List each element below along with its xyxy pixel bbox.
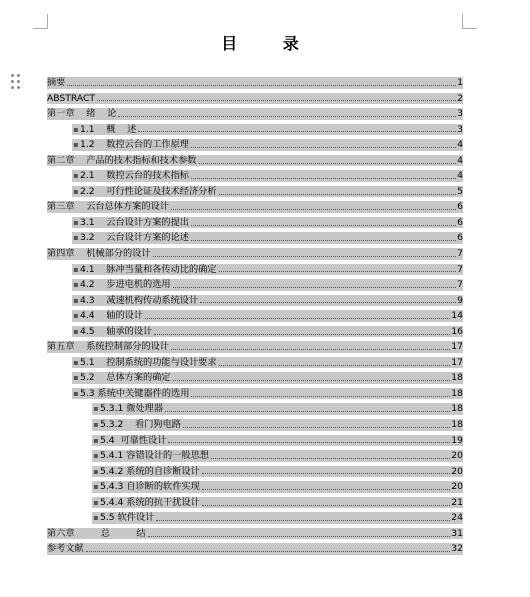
toc-entry-line — [72, 386, 463, 402]
toc-entry[interactable] — [47, 168, 463, 184]
toc-entry-label: 第三章 云台总体方案的设计 — [47, 201, 169, 213]
dot-leader — [191, 395, 450, 397]
toc-entry-label: 4.2 步进电机的选用 — [80, 279, 171, 291]
toc-entry-page-number: 18 — [451, 403, 463, 415]
dot-leader — [118, 115, 456, 117]
toc-entry-line — [72, 293, 463, 309]
toc-entry-page-number: 6 — [457, 201, 463, 213]
toc-entry-label: 3.1 云台设计方案的提出 — [80, 216, 189, 228]
toc-entry-label: 1.1 概 述 — [80, 123, 137, 135]
paragraph-mark-icon: ▪ — [93, 466, 99, 476]
toc-entry-label: 5.3 系统中关键器件的选用 — [80, 387, 190, 399]
dot-leader — [219, 364, 451, 366]
toc-entry-page-number: 24 — [451, 512, 463, 524]
toc-entry-page-number: 19 — [451, 434, 463, 446]
toc-entry-page-number: 2 — [457, 92, 463, 104]
paragraph-mark-icon: ▪ — [73, 326, 79, 336]
toc-entry-label: 摘要 — [47, 77, 66, 88]
paragraph-mark-icon: ▪ — [93, 497, 99, 507]
toc-entry[interactable] — [47, 464, 463, 480]
toc-entry[interactable] — [47, 495, 463, 511]
dot-leader — [154, 333, 450, 335]
paragraph-mark-icon: ▪ — [93, 451, 99, 461]
dot-leader — [183, 426, 450, 428]
toc-entry-line — [47, 339, 463, 355]
toc-entry-label: 5.3.2 看门狗电路 — [100, 419, 181, 431]
toc-entry-page-number: 7 — [457, 248, 463, 260]
dot-leader — [171, 348, 450, 350]
dot-leader — [171, 208, 456, 210]
toc-entry-line — [47, 91, 463, 107]
toc-entry-page-number: 6 — [457, 232, 463, 244]
toc-entry-page-number: 21 — [451, 496, 463, 508]
toc-entry[interactable] — [47, 339, 463, 355]
dot-leader — [168, 441, 450, 443]
dot-leader — [191, 177, 456, 179]
toc-entry-line — [92, 479, 463, 495]
toc-entry[interactable] — [47, 433, 463, 449]
toc-entry-label: 3.2 云台设计方案的论述 — [80, 232, 189, 244]
paragraph-mark-icon: ▪ — [73, 217, 79, 227]
paragraph-mark-icon: ▪ — [73, 171, 79, 181]
toc-entry-line — [92, 417, 463, 433]
paragraph-mark-icon: ▪ — [93, 420, 99, 430]
toc-entry[interactable] — [47, 324, 463, 340]
paragraph-mark-icon: ▪ — [93, 482, 99, 492]
toc-entry[interactable] — [47, 277, 463, 293]
crop-mark-top-left — [33, 14, 48, 29]
toc-entry-label: 5.5 软件设计 — [100, 512, 155, 524]
toc-entry-page-number: 4 — [457, 154, 463, 166]
toc-entry[interactable] — [47, 448, 463, 464]
toc-entry-line — [92, 464, 463, 480]
toc-entry-page-number: 7 — [457, 279, 463, 291]
dot-leader — [86, 550, 451, 552]
toc-entry-line — [47, 199, 463, 215]
toc-entry-page-number: 1 — [457, 77, 463, 88]
toc-entry-page-number: 4 — [457, 139, 463, 151]
dot-leader — [165, 410, 450, 412]
toc-entry-line — [92, 495, 463, 511]
dot-leader — [219, 270, 456, 272]
paragraph-mark-icon: ▪ — [73, 280, 79, 290]
dot-leader — [67, 84, 456, 86]
toc-entry[interactable] — [47, 122, 463, 138]
toc-entry-label: ABSTRACT — [47, 92, 96, 104]
toc-entry-line — [72, 355, 463, 371]
toc-entry-label: 第一章 绪 论 — [47, 108, 117, 120]
toc-entry[interactable] — [47, 417, 463, 433]
dot-leader — [191, 146, 456, 148]
toc-entry-line — [72, 308, 463, 324]
toc-entry-line — [72, 277, 463, 293]
toc-entry-label: 第六章 总 结 — [47, 527, 146, 539]
toc-entry-page-number: 6 — [457, 216, 463, 228]
dot-leader — [191, 224, 456, 226]
toc-entry-line — [47, 541, 463, 557]
toc-entry-page-number: 18 — [451, 387, 463, 399]
table-of-contents — [47, 75, 463, 557]
toc-entry-line — [92, 448, 463, 464]
toc-entry-label: 1.2 数控云台的工作原理 — [80, 139, 189, 151]
toc-entry-page-number: 31 — [451, 527, 463, 539]
toc-entry-label: 5.4.4 系统的抗干扰设计 — [100, 496, 200, 508]
toc-entry-line — [72, 324, 463, 340]
toc-entry-label: 5.4.3 自诊断的软件实现 — [100, 481, 200, 493]
dot-leader — [145, 317, 450, 319]
toc-entry-label: 第五章 系统控制部分的设计 — [47, 341, 169, 353]
paragraph-mark-icon: ▪ — [73, 388, 79, 398]
crop-mark-top-right — [462, 14, 477, 29]
paragraph-mark-icon: ▪ — [73, 311, 79, 321]
toc-entry[interactable] — [47, 526, 463, 542]
toc-entry-line — [72, 215, 463, 231]
toc-entry[interactable] — [47, 479, 463, 495]
toc-entry-page-number: 17 — [451, 356, 463, 368]
toc-entry-label: 第二章 产品的技术指标和技术参数 — [47, 154, 197, 166]
paragraph-mark-icon: ▪ — [73, 233, 79, 243]
dot-leader — [199, 162, 457, 164]
toc-entry[interactable] — [47, 262, 463, 278]
toc-entry-page-number: 4 — [457, 170, 463, 182]
toc-entry-page-number: 9 — [457, 294, 463, 306]
toc-entry[interactable] — [47, 106, 463, 122]
toc-entry-label: 5.2 总体方案的确定 — [80, 372, 171, 384]
dot-leader — [202, 504, 450, 506]
dot-leader — [153, 255, 456, 257]
toc-entry[interactable] — [47, 355, 463, 371]
dot-leader — [202, 472, 450, 474]
toc-entry[interactable] — [47, 199, 463, 215]
dot-leader — [211, 457, 450, 459]
toc-entry-label: 第四章 机械部分的设计 — [47, 248, 151, 260]
toc-entry-label: 4.3 减速机构传动系统设计 — [80, 294, 199, 306]
toc-entry-label: 5.3.1 微处理器 — [100, 403, 164, 415]
paragraph-mark-icon: ▪ — [73, 140, 79, 150]
toc-entry[interactable] — [47, 246, 463, 262]
toc-entry-page-number: 20 — [451, 465, 463, 477]
toc-entry[interactable] — [47, 386, 463, 402]
dot-leader — [191, 239, 456, 241]
toc-entry-line — [92, 401, 463, 417]
toc-entry[interactable] — [47, 184, 463, 200]
toc-entry-page-number: 20 — [451, 481, 463, 493]
toc-entry-line — [92, 433, 463, 449]
toc-entry-label: 2.2 可行性论证及技术经济分析 — [80, 185, 217, 197]
toc-entry[interactable] — [47, 230, 463, 246]
toc-entry-page-number: 14 — [451, 310, 463, 322]
toc-entry-line — [72, 122, 463, 138]
dot-leader — [202, 488, 450, 490]
toc-entry-page-number: 3 — [457, 123, 463, 135]
toc-entry-label: 2.1 数控云台的技术指标 — [80, 170, 189, 182]
dot-leader — [173, 286, 456, 288]
dot-leader — [138, 130, 456, 132]
paragraph-mark-icon: ▪ — [93, 435, 99, 445]
toc-entry-label: 5.4.1 容错设计的一般思想 — [100, 450, 209, 462]
toc-entry[interactable] — [47, 91, 463, 107]
toc-entry[interactable] — [47, 510, 463, 526]
toc-entry-line — [92, 510, 463, 526]
paragraph-mark-icon: ▪ — [73, 295, 79, 305]
paragraph-mark-icon: ▪ — [93, 513, 99, 523]
dot-leader — [219, 193, 456, 195]
toc-entry-page-number: 16 — [451, 325, 463, 337]
paragraph-mark-icon: ▪ — [73, 357, 79, 367]
toc-entry-line — [72, 137, 463, 153]
toc-entry-line — [47, 153, 463, 169]
toc-entry-label: 参考文献 — [47, 543, 84, 555]
toc-entry-line — [47, 526, 463, 542]
dot-leader — [156, 519, 450, 521]
dot-leader — [173, 379, 451, 381]
toc-entry[interactable] — [47, 75, 463, 91]
toc-entry-page-number: 3 — [457, 108, 463, 120]
page-title: 目 录 — [221, 34, 319, 53]
toc-entry[interactable] — [47, 370, 463, 386]
dot-leader — [148, 535, 451, 537]
toc-entry[interactable] — [47, 137, 463, 153]
toc-entry-page-number: 5 — [457, 185, 463, 197]
toc-entry-label: 4.5 轴承的设计 — [80, 325, 153, 337]
toc-entry-label: 5.1 控制系统的功能与设计要求 — [80, 356, 217, 368]
toc-entry-line — [72, 370, 463, 386]
toc-entry-page-number: 7 — [457, 263, 463, 275]
toc-entry-line — [47, 106, 463, 122]
toc-entry-label: 5.4.2 系统的自诊断设计 — [100, 465, 200, 477]
drag-handle-icon[interactable] — [11, 74, 21, 90]
dot-leader — [200, 301, 456, 303]
toc-entry-label: 5.4 可靠性设计 — [100, 434, 167, 446]
toc-entry[interactable] — [47, 541, 463, 557]
toc-entry-line — [72, 230, 463, 246]
toc-entry[interactable] — [47, 153, 463, 169]
toc-entry-line — [47, 246, 463, 262]
toc-entry-line — [72, 262, 463, 278]
paragraph-mark-icon: ▪ — [93, 404, 99, 414]
toc-entry-page-number: 20 — [451, 450, 463, 462]
paragraph-mark-icon: ▪ — [73, 373, 79, 383]
toc-entry-page-number: 32 — [451, 543, 463, 555]
paragraph-mark-icon: ▪ — [73, 124, 79, 134]
toc-entry-page-number: 17 — [451, 341, 463, 353]
toc-entry-page-number: 18 — [451, 372, 463, 384]
toc-entry-page-number: 18 — [451, 419, 463, 431]
paragraph-mark-icon: ▪ — [73, 264, 79, 274]
toc-entry[interactable] — [47, 215, 463, 231]
toc-entry-label: 4.1 脉冲当量和各传动比的确定 — [80, 263, 217, 275]
toc-entry-line — [72, 168, 463, 184]
toc-entry[interactable] — [47, 308, 463, 324]
paragraph-mark-icon: ▪ — [73, 186, 79, 196]
dot-leader — [97, 99, 456, 101]
toc-entry-label: 4.4 轴的设计 — [80, 310, 144, 322]
toc-entry[interactable] — [47, 401, 463, 417]
toc-entry[interactable] — [47, 293, 463, 309]
toc-entry-line — [47, 75, 463, 91]
toc-entry-line — [72, 184, 463, 200]
